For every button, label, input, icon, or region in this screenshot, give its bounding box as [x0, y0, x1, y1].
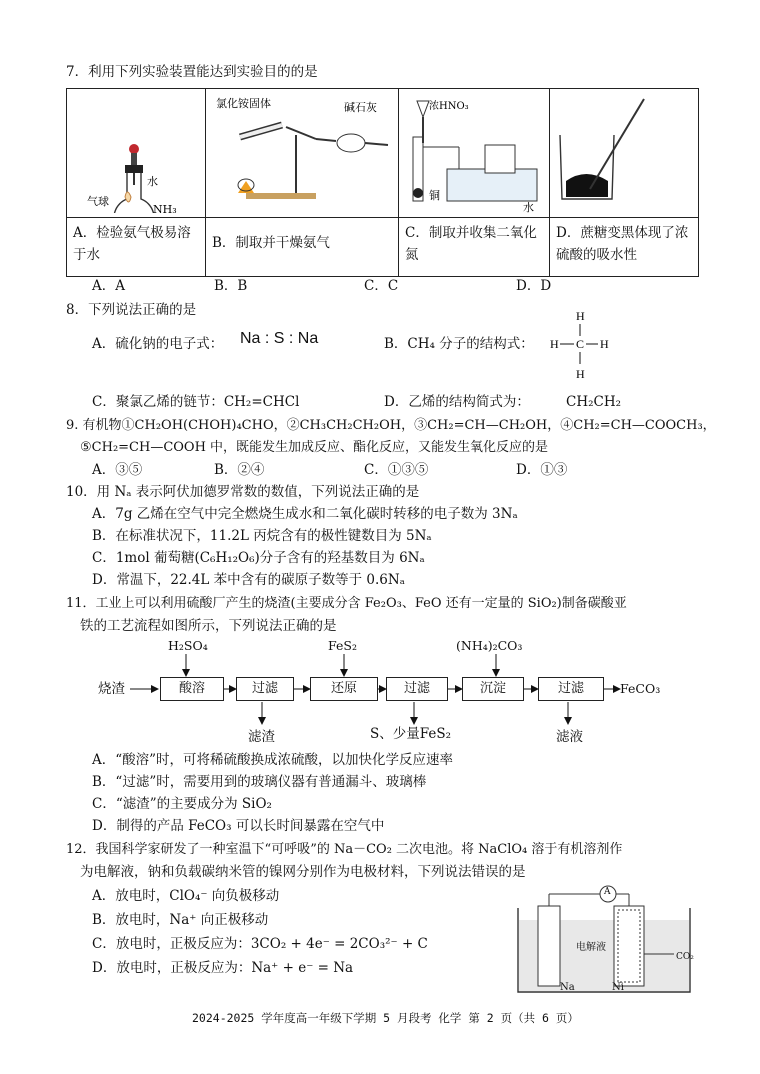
q11-option-b: B．“过滤”时，需要用到的玻璃仪器有普通漏斗、玻璃棒 [92, 774, 427, 790]
flow-box-filter-2: 过滤 [386, 677, 448, 701]
q8-option-a-electron-formula: Na : S : Na [240, 330, 319, 347]
flow-start: 烧渣 [98, 681, 125, 697]
na-electrode-label: Na [560, 982, 575, 993]
flow-box-filter-1: 过滤 [236, 677, 294, 701]
svg-text:H: H [600, 337, 609, 351]
flow-input-fes2: FeS₂ [328, 638, 357, 653]
q9-option-b: B．②④ [214, 462, 265, 478]
flow-input-h2so4: H₂SO₄ [168, 638, 208, 653]
q7-option-b: B．B [214, 278, 248, 294]
q7-stem: 7．利用下列实验装置能达到实验目的的是 [66, 64, 318, 80]
co2-label: CO₂ [676, 952, 694, 962]
battery-diagram [514, 880, 700, 998]
fig-c-hno3-label: 浓HNO₃ [429, 101, 469, 112]
q8-option-d-formula: CH₂CH₂ [566, 394, 622, 410]
fig-c-water-label: 水 [523, 201, 534, 213]
flow-end: FeCO₃ [620, 681, 661, 696]
q8-stem: 8．下列说法正确的是 [66, 302, 197, 318]
q9-line2: ⑤CH₂=CH—COOH 中，既能发生加成反应、酯化反应，又能发生氧化反应的是 [80, 440, 549, 455]
ammeter-label: A [604, 887, 611, 897]
flow-box-acid-dissolve: 酸溶 [160, 677, 224, 701]
q9-option-c: C．①③⑤ [364, 462, 429, 478]
q11-option-d: D．制得的产品 FeCO₃ 可以长时间暴露在空气中 [92, 818, 385, 834]
q9-line1: 9. 有机物①CH₂OH(CHOH)₄CHO，②CH₃CH₂CH₂OH，③CH₂=CH—CH₂OH，④CH₂=CH—COOCH₃， [66, 418, 716, 433]
q7-option-a: A．A [92, 278, 125, 294]
q8-option-b-label: B．CH₄ 分子的结构式： [384, 336, 534, 352]
q10-option-a: A．7g 乙烯在空气中完全燃烧生成水和二氧化碳时转移的电子数为 3Nₐ [92, 506, 518, 522]
fig-b-lime-label: 碱石灰 [344, 101, 377, 114]
flow-output-sulfur: S、少量FeS₂ [370, 726, 452, 742]
q12-line2: 为电解液，钠和负载碳纳米管的镍网分别作为电极材料，下列说法错误的是 [80, 864, 526, 880]
sugar-beaker-figure [550, 89, 698, 213]
fountain-flask-figure [67, 89, 205, 213]
q10-option-b: B．在标准状况下，11.2L 丙烷含有的极性键数目为 5Nₐ [92, 528, 432, 544]
q12-option-c: C．放电时，正极反应为：3CO₂ + 4e⁻ = 2CO₃²⁻ + C [92, 936, 428, 952]
flow-output-filtrate: 滤液 [556, 729, 583, 745]
q12-option-d: D．放电时，正极反应为：Na⁺ + e⁻ = Na [92, 960, 354, 976]
q7-caption-d: D．蔗糖变黑体现了浓硫酸的吸水性 [550, 218, 699, 277]
q10-stem: 10．用 Nₐ 表示阿伏加德罗常数的数值，下列说法正确的是 [66, 484, 420, 500]
svg-text:H: H [576, 309, 585, 323]
fig-b-nh4cl-label: 氯化铵固体 [216, 97, 271, 110]
battery-figure [514, 880, 700, 998]
fig-a-water-label: 水 [147, 175, 158, 188]
svg-text:H: H [576, 367, 585, 381]
q7-option-c: C．C [364, 278, 399, 294]
q7-caption-c: C．制取并收集二氧化氮 [399, 218, 550, 277]
q7-figure-a [67, 89, 206, 218]
fig-a-balloon-label: 气球 [87, 195, 109, 208]
fig-c-cu-label: 铜 [429, 189, 440, 202]
q7-option-d: D．D [516, 278, 552, 294]
q10-option-d: D．常温下，22.4L 苯中含有的碳原子数等于 0.6Nₐ [92, 572, 405, 588]
page-footer: 2024-2025 学年度高一年级下学期 5 月段考 化学 第 2 页（共 6 页） [192, 1011, 579, 1025]
fig-a-nh3-label: NH₃ [153, 203, 177, 213]
q11-line1: 11．工业上可以利用硫酸厂产生的烧渣(主要成分含 Fe₂O₃、FeO 还有一定量的 SiO₂)制备碳酸亚 [66, 596, 627, 611]
q7-apparatus-table [66, 88, 699, 277]
svg-text:H: H [550, 337, 559, 351]
q12-option-b: B．放电时，Na⁺ 向正极移动 [92, 912, 269, 928]
flow-box-filter-3: 过滤 [538, 677, 604, 701]
flow-box-precipitate: 沉淀 [462, 677, 524, 701]
q7-caption-a: A．检验氨气极易溶于水 [67, 218, 206, 277]
ni-electrode-label: Ni [612, 982, 624, 993]
q11-option-a: A．“酸溶”时，可将稀硫酸换成浓硫酸，以加快化学反应速率 [92, 752, 454, 768]
q9-option-d: D．①③ [516, 462, 568, 478]
q10-option-c: C．1mol 葡萄糖(C₆H₁₂O₆)分子含有的羟基数目为 6Nₐ [92, 550, 425, 566]
q9-option-a: A．③⑤ [92, 462, 143, 478]
q8-option-d-label: D．乙烯的结构简式为： [384, 394, 530, 410]
flow-input-nh4co3: (NH₄)₂CO₃ [456, 638, 523, 653]
q7-figure-d [550, 89, 699, 218]
q7-caption-b: B．制取并干燥氨气 [206, 218, 399, 277]
no2-collection-figure [399, 89, 549, 213]
electrolyte-label: 电解液 [576, 942, 606, 953]
flow-output-residue: 滤渣 [248, 729, 275, 745]
ch4-structural-formula [548, 306, 614, 382]
flow-box-reduce: 还原 [310, 677, 378, 701]
q8-option-c: C．聚氯乙烯的链节：CH₂=CHCl [92, 394, 300, 410]
svg-text:C: C [576, 337, 585, 351]
q12-line1: 12．我国科学家研发了一种室温下“可呼吸”的 Na－CO₂ 二次电池。将 NaClO₄ 溶于有机溶剂作 [66, 842, 623, 857]
nh3-preparation-figure [206, 89, 398, 213]
q7-figure-b [206, 89, 399, 218]
q7-figure-c [399, 89, 550, 218]
q11-line2: 铁的工艺流程如图所示，下列说法正确的是 [80, 618, 337, 634]
q8-option-a-label: A．硫化钠的电子式： [92, 336, 224, 352]
q11-option-c: C．“滤渣”的主要成分为 SiO₂ [92, 796, 272, 812]
q12-option-a: A．放电时，ClO₄⁻ 向负极移动 [92, 888, 280, 904]
